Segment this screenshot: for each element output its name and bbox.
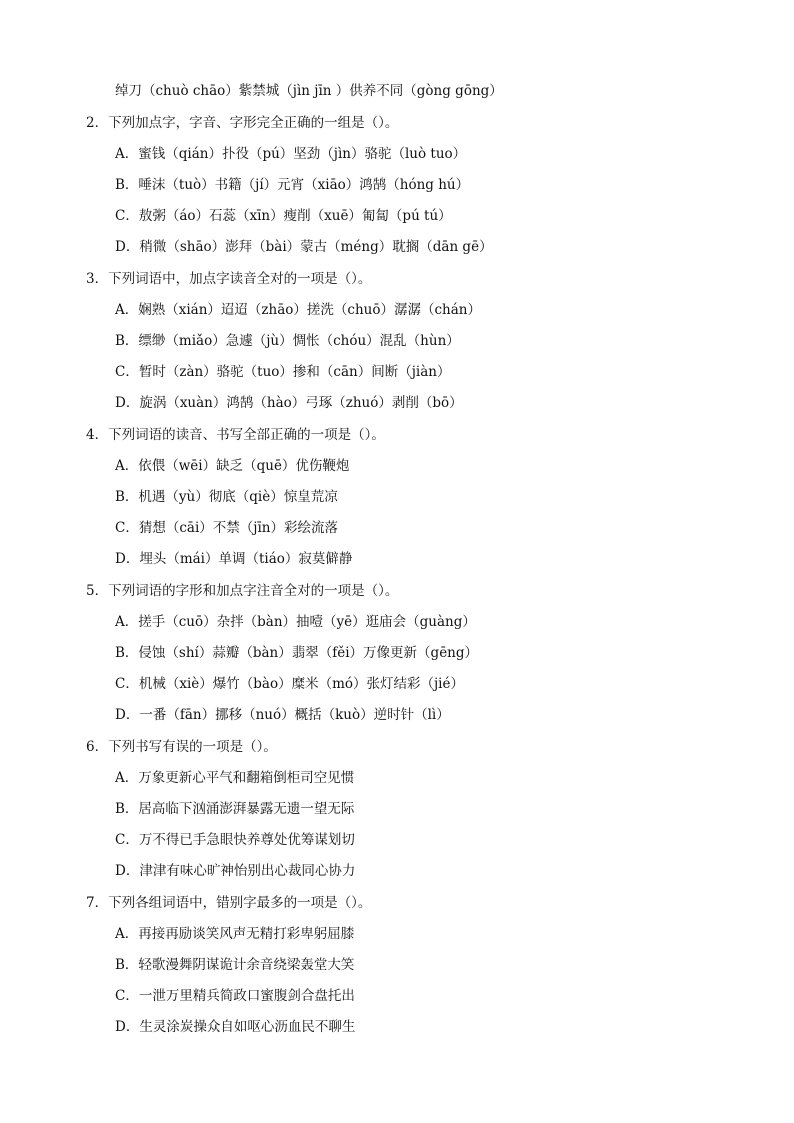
question-5-option-a: A．搓手（cuō）杂拌（bàn）抽噎（yē）逛庙会（guàng） (115, 614, 476, 630)
question-6-option-d: D．津津有味心旷神怡别出心裁同心协力 (115, 863, 356, 879)
question-5-option-b: B．侵蚀（shí）蒜瓣（bàn）翡翠（fěi）万像更新（gēng） (115, 645, 479, 661)
question-3-option-c: C．暂时（zàn）骆驼（tuo）掺和（cān）间断（jiàn） (115, 364, 451, 380)
question-2-option-b: B．唾沫（tuò）书籍（jí）元宵（xiāo）鸿鹄（hóng hú） (115, 177, 470, 193)
question-4-option-a: A．依偎（wēi）缺乏（quē）优伤鞭炮 (115, 458, 350, 474)
question-6-option-b: B．居高临下汹涌澎湃暴露无遗一望无际 (115, 801, 355, 817)
question-5-option-d: D．一番（fān）挪移（nuó）概括（kuò）逆时针（lì） (115, 707, 450, 723)
continuation-line: 绰刀（chuò chāo）紫禁城（jìn jīn ）供养不同（gòng gōng） (115, 83, 503, 99)
question-3-option-a: A．娴熟（xián）迢迢（zhāo）搓洗（chuō）潺潺（chán） (115, 302, 481, 318)
question-2-option-a: A．蜜钱（qián）扑役（pú）坚劲（jìn）骆驼（luò tuo） (115, 146, 467, 162)
question-6-option-a: A．万象更新心平气和翻箱倒柜司空见惯 (115, 770, 355, 786)
question-5-option-c: C．机械（xiè）爆竹（bào）糜米（mó）张灯结彩（jié） (115, 676, 464, 692)
question-2-option-d: D．稍微（shāo）澎拜（bài）蒙古（méng）耽搁（dān gē） (115, 239, 493, 255)
question-2-option-c: C．敖粥（áo）石蕊（xīn）瘦削（xuē）匍匐（pú tú） (115, 208, 452, 224)
question-3-option-d: D．旋涡（xuàn）鸿鹄（hào）弓琢（zhuó）剥削（bō） (115, 395, 463, 411)
question-4-option-c: C．猜想（cāi）不禁（jīn）彩绘流落 (115, 520, 338, 536)
question-7-option-b: B．轻歌漫舞阴谋诡计余音绕梁轰堂大笑 (115, 957, 355, 973)
question-3-stem: 3．下列词语中，加点字读音全对的一项是（）。 (86, 271, 372, 287)
question-7-stem: 7．下列各组词语中，错别字最多的一项是（）。 (86, 895, 372, 911)
question-3-option-b: B．缥缈（miǎo）急遽（jù）惆怅（chóu）混乱（hùn） (115, 333, 460, 349)
question-7-option-d: D．生灵涂炭操众自如呕心沥血民不聊生 (115, 1019, 356, 1035)
question-6-stem: 6．下列书写有误的一项是（）。 (86, 739, 277, 755)
question-4-option-b: B．机遇（yù）彻底（qiè）惊皇荒凉 (115, 489, 338, 505)
question-7-option-a: A．再接再励谈笑风声无精打彩卑躬屈膝 (115, 926, 355, 942)
question-6-option-c: C．万不得已手急眼快养尊处优筹谋划切 (115, 832, 355, 848)
question-5-stem: 5．下列词语的字形和加点字注音全对的一项是（）。 (86, 583, 399, 599)
question-2-stem: 2．下列加点字，字音、字形完全正确的一组是（）。 (86, 115, 399, 131)
question-7-option-c: C．一泄万里精兵简政口蜜腹剑合盘托出 (115, 988, 355, 1004)
question-4-stem: 4．下列词语的读音、书写全部正确的一项是（）。 (86, 427, 385, 443)
question-4-option-d: D．埋头（mái）单调（tiáo）寂莫僻静 (115, 551, 353, 567)
